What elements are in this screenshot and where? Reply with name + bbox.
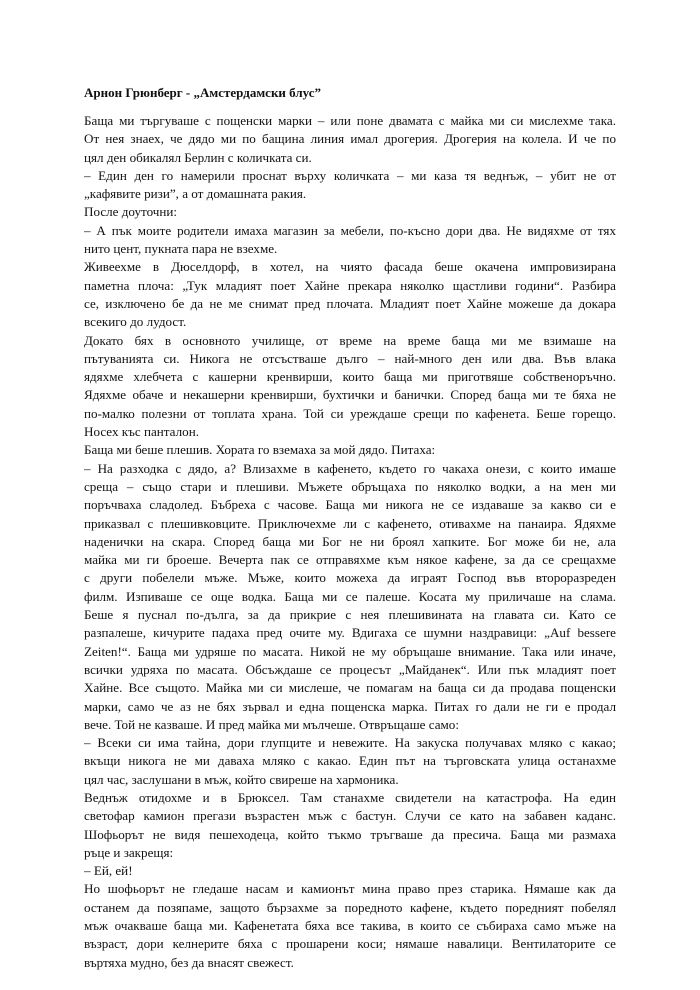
text-line: наденички на скара. Според баща ми Бог не ни броял хапките. Бог може би не, ала [84,533,616,549]
text-line: вече. Той не казваше. И пред майка ми мълчеше. Отвръщаше само: [84,716,459,732]
text-line: Носех къс панталон. [84,424,199,440]
text-line: – Ей, ей! [84,863,133,879]
text-line: останем да позяпаме, защото бързахме за поредното кафене, където поредният побелял [84,899,616,915]
text-line: с други побелели мъже. Мъже, които можеха да играят Господ във второразреден [84,570,616,586]
text-line: марки, само че аз не бях зървал и една пощенска марка. Питах го дали не ги е продал [84,698,616,714]
text-line: Докато бях в основното училище, от време на време баща ми ме взимаше на [84,332,616,348]
text-line: всички удряха по масата. Обсъждаше се процесът „Майданек“. Или пък младият поет [84,661,616,677]
text-line: мъж очакваше баща ми. Кафенетата бяха все такива, в които се събираха само мъже на [84,918,616,934]
text-line: цял час, заслушани в мъж, който свиреше на хармоника. [84,771,399,787]
text-line: Шофьорът не видя пешеходеца, който тъкмо тръгваше да пресича. Баща ми размаха [84,826,616,842]
document-title: Арнон Грюнберг - „Амстердамски блус” [84,85,322,100]
text-line: После доуточни: [84,204,178,220]
text-line: пътуванията си. Никога не отсъстваше дълго – най-много ден или два. Във влака [84,350,616,366]
text-line: От нея знаех, че дядо ми по бащина линия имал дрогерия. Дрогерия на колела. И че по [84,131,616,147]
text-line: въртяха мудно, без да внасят свежест. [84,954,294,970]
text-line: по-малко полезни от топлата храна. Той си уреждаше срещи по кафенета. Беше горещо. [84,405,616,421]
text-line: възраст, дори келнерите бяха с прошарени коси; нямаше навалици. Вентилаторите се [84,936,616,952]
text-line: Живеехме в Дюселдорф, в хотел, на чиято фасада беше окачена импровизирана [84,259,616,275]
text-line: се, изключено бе да не ме снимат пред плочата. Младият поет Хайне можеше да докара [84,295,616,311]
text-line: паметна плоча: „Тук младият поет Хайне прекара няколко щастливи години“. Разбира [84,277,616,293]
text-line: всекиго до лудост. [84,314,187,330]
text-line: разпалеше, кичурите падаха пред очите му. Вдигаха се шумни наздравици: „Auf bessere [84,625,616,641]
text-line: Но шофьорът не гледаше насам и камионът мина право през старика. Нямаше как да [84,881,616,897]
text-line: филм. Изпиваше се още водка. Баща ми се палеше. Косата му приличаше на слама. [84,588,616,604]
text-line: приказвал с плешивковците. Приключехме ли с кафенето, отивахме на панаира. Ядяхме [84,515,616,531]
text-line: Баща ми беше плешив. Хората го вземаха за мой дядо. Питаха: [84,442,436,458]
text-line: Беше я пуснал по-дълга, за да прикрие с нея плешивината на главата си. Като се [84,607,616,623]
text-line: „кафявите ризи”, а от домашната ракия. [84,186,307,202]
text-line: – А пък моите родители имаха магазин за мебели, по-късно дори два. Не видяхме от тях [84,222,616,238]
text-line: майка ми ги броеше. Вечерта пак се отправяхме към някое кафене, за да се срещахме [84,552,616,568]
text-line: Zeiten!“. Баща ми удряше по масата. Никой не му обръщаше внимание. Така или иначе, [84,643,616,659]
text-line: поръчваха сладолед. Бъбреха с часове. Баща ми никога не се издаваше за какво си е [84,497,616,513]
text-line: ръце и закрещя: [84,844,174,860]
text-line: Хайне. Все същото. Майка ми си мислеше, че помагам на баща си да продава пощенски [84,680,616,696]
text-line: – На разходка с дядо, а? Влизахме в кафенето, където го чакаха онези, с които имаше [84,460,616,476]
text-line: Ядяхме обаче и некашерни кренвирши, бухтички и банички. Според баща ми те бяха не [84,387,616,403]
text-line: – Един ден го намерили проснат върху количката – ми каза тя веднъж, – убит не от [84,167,616,183]
text-line: среща – също стари и плешиви. Мъжете обръщаха по няколко водки, а на мен ми [84,478,616,494]
text-line: ядяхме хлебчета с кашерни кренвирши, които баща ми приготвяше собственоръчно. [84,369,616,385]
text-line: цял ден обикалял Берлин с количката си. [84,149,312,165]
text-line: – Всеки си има тайна, дори глупците и невежите. На закуска получавах мляко с какао; [84,735,616,751]
text-line: нито цент, пукната пара не взехме. [84,241,278,257]
text-line: светофар камион прегази възрастен мъж с бастун. Случи се като на забавен каданс. [84,808,616,824]
text-line: вкъщи никога не ми даваха мляко с какао. Един път на търговската улица останахме [84,753,616,769]
text-line: Веднъж отидохме и в Брюксел. Там станахме свидетели на катастрофа. На един [84,789,616,805]
document-body [84,112,616,972]
text-line: Баща ми търгуваше с пощенски марки – или поне двамата с майка ми си мислехме така. [84,113,616,128]
